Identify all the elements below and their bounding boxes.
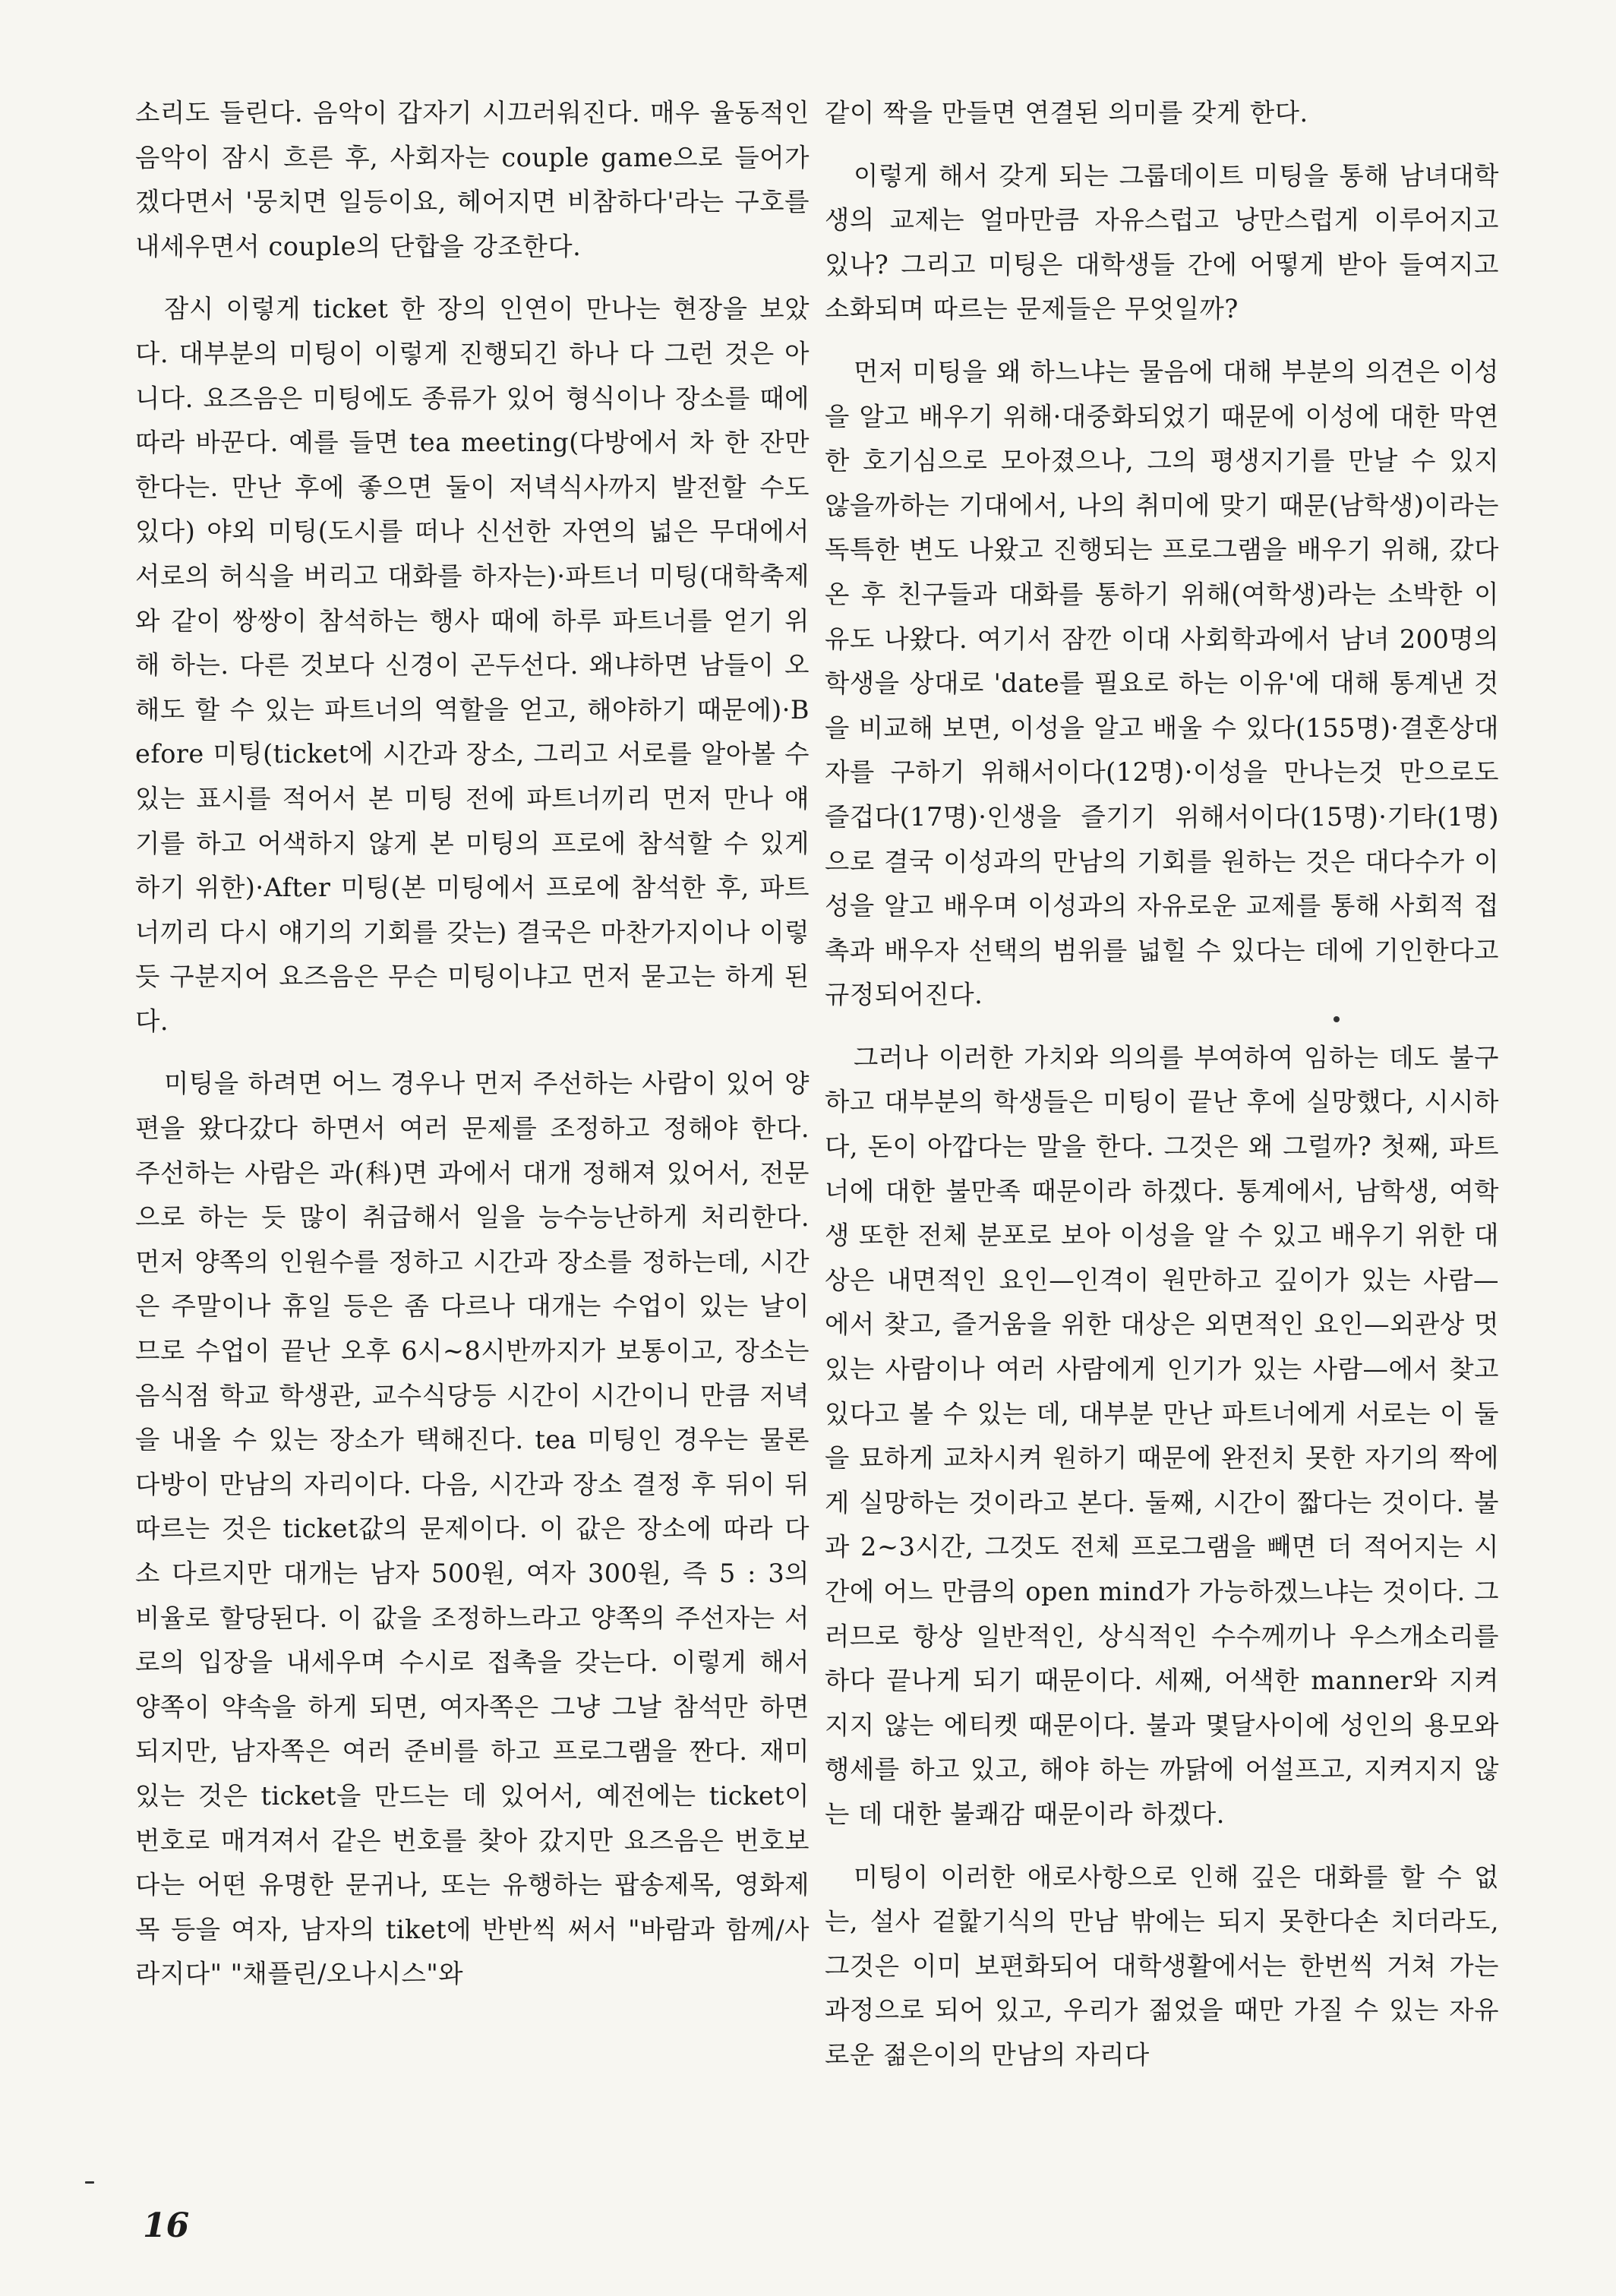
paragraph: 잠시 이렇게 ticket 한 장의 인연이 만나는 현장을 보았다. 대부분의 미팅이 이렇게 진행되긴 하나 다 그런 것은 아니다. 요즈음은 미팅에도 종류가 있어 형식이나 장소를 때에 따라 바꾼다. 예를 들면 tea meeting(다방에서 차 한 잔만 한다는. 만난 후에 좋으면 둘이 저녁식사까지 발전할 수도 있다) 야외 미팅(도시를 떠나 신선한 자연의 넓은 무대에서 서로의 허식을 버리고 대화를 하자는)·파트너 미팅(대학축제와 같이 쌍쌍이 참석하는 행사 때에 하루 파트너를 얻기 위해 하는. 다른 것보다 신경이 곤두선다. 왜냐하면 남들이 오해도 할 수 있는 파트너의 역할을 얻고, 해야하기 때문에)·Before 미팅(ticket에 시간과 장소, 그리고 서로를 알아볼 수 있는 표시를 적어서 본 미팅 전에 파트너끼리 먼저 만나 얘기를 하고 어색하지 않게 본 미팅의 프로에 참석할 수 있게 하기 위한)·After 미팅(본 미팅에서 프로에 참석한 후, 파트너끼리 다시 얘기의 기회를 갖는) 결국은 마찬가지이나 이렇듯 구분지어 요즈음은 무슨 미팅이냐고 먼저 묻고는 하게 된다. [135, 294, 810, 1036]
paragraph: 그러나 이러한 가치와 의의를 부여하여 임하는 데도 불구하고 대부분의 학생들은 미팅이 끝난 후에 실망했다, 시시하다, 돈이 아깝다는 말을 한다. 그것은 왜 그럴까? 첫째, 파트너에 대한 불만족 때문이라 하겠다. 통계에서, 남학생, 여학생 또한 전체 분포로 보아 이성을 알 수 있고 배우기 위한 대상은 내면적인 요인—인격이 원만하고 깊이가 있는 사람—에서 찾고, 즐거움을 위한 대상은 외면적인 요인—외관상 멋있는 사람이나 여러 사람에게 인기가 있는 사람—에서 찾고 있다고 볼 수 있는 데, 대부분 만난 파트너에게 서로는 이 둘을 묘하게 교차시켜 원하기 때문에 완전치 못한 자기의 짝에게 실망하는 것이라고 본다. 둘째, 시간이 짧다는 것이다. 불과 2~3시간, 그것도 전체 프로그램을 빼면 더 적어지는 시간에 어느 만큼의 open mind가 가능하겠느냐는 것이다. 그러므로 항상 일반적인, 상식적인 수수께끼나 우스개소리를 하다 끝나게 되기 때문이다. 세째, 어색한 manner와 지켜지지 않는 에티켓 때문이다. 불과 몇달사이에 성인의 용모와 행세를 하고 있고, 해야 하는 까닭에 어설프고, 지켜지지 않는 데 대한 불쾌감 때문이라 하겠다. [825, 1042, 1499, 1829]
paragraph: 먼저 미팅을 왜 하느냐는 물음에 대해 부분의 의견은 이성을 알고 배우기 위해·대중화되었기 때문에 이성에 대한 막연한 호기심으로 모아졌으나, 그의 평생지기를 만날 수 있지 않을까하는 기대에서, 나의 취미에 맞기 때문(남학생)이라는 독특한 변도 나왔고 진행되는 프로그램을 배우기 위해, 갔다온 후 친구들과 대화를 통하기 위해(여학생)라는 소박한 이유도 나왔다. 여기서 잠깐 이대 사회학과에서 남녀 200명의 학생을 상대로 'date를 필요로 하는 이유'에 대해 통계낸 것을 비교해 보면, 이성을 알고 배울 수 있다(155명)·결혼상대자를 구하기 위해서이다(12명)·이성을 만나는것 만으로도 즐겁다(17명)·인생을 즐기기 위해서이다(15명)·기타(1명)으로 결국 이성과의 만남의 기회를 원하는 것은 대다수가 이성을 알고 배우며 이성과의 자유로운 교제를 통해 사회적 접촉과 배우자 선택의 범위를 넓힐 수 있다는 데에 기인한다고 규정되어진다. [825, 356, 1499, 1010]
ink-dash [85, 2181, 94, 2184]
paragraph: 소리도 들린다. 음악이 갑자기 시끄러워진다. 매우 율동적인 음악이 잠시 흐른 후, 사회자는 couple game으로 들어가겠다면서 '뭉치면 일등이요, 헤어지면 비참하다'라는 구호를 내세우면서 couple의 단합을 강조한다. [135, 98, 810, 261]
left-column [135, 91, 810, 2015]
paragraph: 미팅이 이러한 애로사항으로 인해 깊은 대화를 할 수 없는, 설사 겉핥기식의 만남 밖에는 되지 못한다손 치더라도, 그것은 이미 보편화되어 대학생활에서는 한번씩 거쳐 가는 과정으로 되어 있고, 우리가 젊었을 때만 가질 수 있는 자유로운 젊은이의 만남의 자리다 [825, 1862, 1499, 2070]
ink-dot [1334, 1016, 1340, 1022]
paragraph: 이렇게 해서 갖게 되는 그룹데이트 미팅을 통해 남녀대학생의 교제는 얼마만큼 자유스럽고 낭만스럽게 이루어지고 있나? 그리고 미팅은 대학생들 간에 어떻게 받아 들여지고 소화되며 따르는 문제들은 무엇일까? [825, 160, 1499, 324]
paragraph: 같이 짝을 만들면 연결된 의미를 갖게 한다. [825, 98, 1308, 128]
paragraph: 미팅을 하려면 어느 경우나 먼저 주선하는 사람이 있어 양편을 왔다갔다 하면서 여러 문제를 조정하고 정해야 한다. 주선하는 사람은 과(科)면 과에서 대개 정해져 있어서, 전문으로 하는 듯 많이 취급해서 일을 능수능난하게 처리한다. 먼저 양쪽의 인원수를 정하고 시간과 장소를 정하는데, 시간은 주말이나 휴일 등은 좀 다르나 대개는 수업이 있는 날이므로 수업이 끝난 오후 6시~8시반까지가 보통이고, 장소는 음식점 학교 학생관, 교수식당등 시간이 시간이니 만큼 저녁을 내올 수 있는 장소가 택해진다. tea 미팅인 경우는 물론 다방이 만남의 자리이다. 다음, 시간과 장소 결정 후 뒤이 뒤따르는 것은 ticket값의 문제이다. 이 값은 장소에 따라 다소 다르지만 대개는 남자 500원, 여자 300원, 즉 5 : 3의 비율로 할당된다. 이 값을 조정하느라고 양쪽의 주선자는 서로의 입장을 내세우며 수시로 접촉을 갖는다. 이렇게 해서 양쪽이 약속을 하게 되면, 여자쪽은 그냥 그날 참석만 하면 되지만, 남자쪽은 여러 준비를 하고 프로그램을 짠다. 재미있는 것은 ticket을 만드는 데 있어서, 예전에는 ticket이 번호로 매겨져서 같은 번호를 찾아 갔지만 요즈음은 번호보다는 어떤 유명한 문귀나, 또는 유행하는 팝송제목, 영화제목 등을 여자, 남자의 tiket에 반반씩 써서 "바람과 함께/사라지다" "채플린/오나시스"와 [135, 1069, 810, 1989]
page-number: 16 [143, 2206, 190, 2245]
right-column [825, 91, 1499, 2096]
